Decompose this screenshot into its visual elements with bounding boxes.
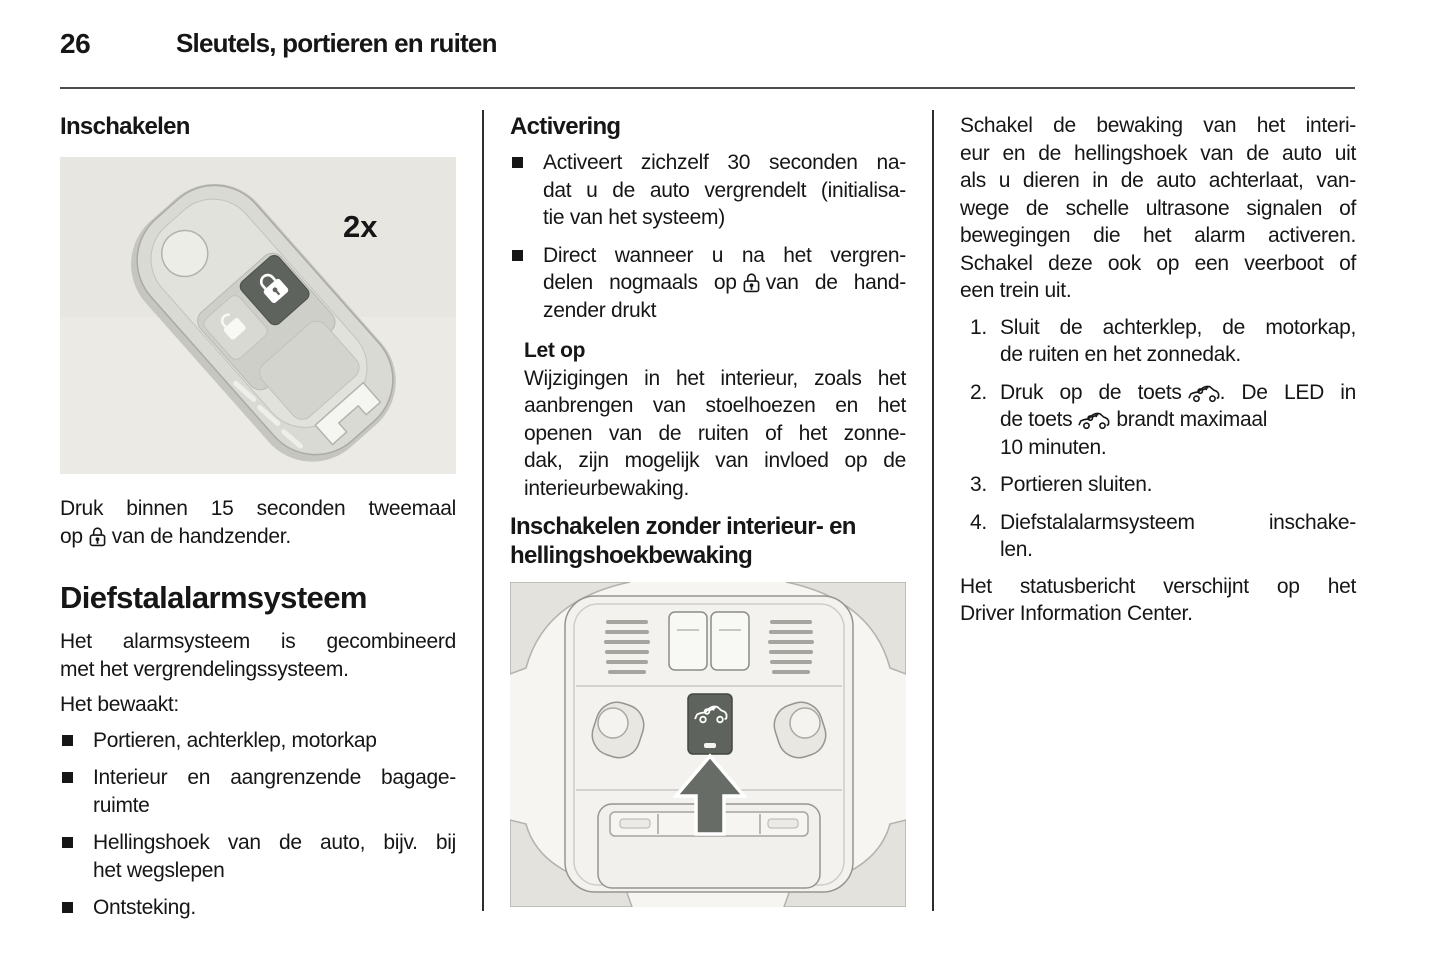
press-twice-label: 2x: [343, 209, 378, 244]
list-item: Hellingshoek van de auto, bijv. bij het wegslepen: [60, 829, 456, 884]
step-number: 1.: [970, 315, 987, 339]
column-divider-right: [932, 110, 934, 911]
step-number: 4.: [970, 510, 987, 534]
section-heading-inschakelen: Inschakelen: [60, 113, 190, 140]
list-item: Activeert zichzelf 30 seconden na- dat u de auto vergrendelt (initialisa- tie van het systeem): [510, 149, 906, 232]
chapter-title: Sleutels, portieren en ruiten: [176, 28, 497, 58]
car-alarm-icon: [1078, 411, 1110, 430]
car-alarm-icon: [1188, 384, 1220, 403]
list-item: Portieren, achterklep, motorkap: [60, 727, 456, 755]
bullet-icon: [62, 772, 73, 783]
section-heading-diefstalalarmsysteem: Diefstalalarmsysteem: [60, 580, 367, 615]
lock-icon: [743, 271, 760, 293]
paragraph-press-twice: Druk binnen 15 seconden tweemaal op van de handzender.: [60, 497, 456, 548]
paragraph-it-monitors: Het bewaakt:: [60, 693, 179, 716]
overhead-console-drawing: [510, 582, 906, 907]
bullet-icon: [62, 837, 73, 848]
column-divider-left: [482, 110, 484, 911]
paragraph-status-message: Het statusbericht verschijnt op het Driver Information Center.: [960, 574, 1356, 625]
list-item: Interieur en aangrenzende bagage- ruimte: [60, 764, 456, 819]
header-rule: [60, 87, 1355, 89]
column-2: [510, 112, 906, 907]
note-block: Let op Wijzigingen in het interieur, zoals het aanbrengen van stoelhoezen en het openen van de ruiten of het zonne- dak, zijn mogelijk van invloed op de interieurbewaking.: [524, 339, 906, 500]
section-heading-inschakelen-zonder: Inschakelen zonder interieur- en hellingshoekbewaking: [510, 513, 856, 569]
bullet-icon: [62, 902, 73, 913]
page-number: 26: [60, 28, 91, 59]
key-fob-illustration: [60, 157, 456, 474]
bullet-icon: [512, 250, 523, 261]
step-number: 2.: [970, 380, 987, 404]
overhead-console-illustration: [510, 582, 906, 907]
list-item: Ontsteking.: [60, 894, 456, 922]
column-3: [960, 112, 1356, 628]
bullet-icon: [512, 157, 523, 168]
section-heading-activering: Activering: [510, 113, 621, 140]
paragraph-disable-monitoring: Schakel de bewaking van het interi- eur en de hellingshoek van de auto uit als u dieren in de auto achterlaat, van- wege de schelle ultrasone signalen of bewegingen die het alarm activeren. Schakel deze ook op een veerboot of een trein uit.: [960, 114, 1356, 302]
numbered-step: 1. Sluit de achterklep, de motorkap, de ruiten en het zonnedak.: [970, 315, 1356, 366]
step-number: 3.: [970, 473, 987, 496]
key-fob-drawing: [60, 157, 456, 474]
numbered-step: 2. Druk op de toets . De LED in de toets brandt maximaal 10 minuten.: [970, 380, 1356, 459]
list-item: Direct wanneer u na het vergren- delen nogmaals op van de hand- zender drukt: [510, 242, 906, 325]
paragraph-alarm-combined: Het alarmsysteem is gecombineerd met het vergrendelingssysteem.: [60, 630, 456, 681]
numbered-step: 4. Diefstalalarmsysteem inschake- len.: [970, 510, 1356, 561]
column-1: [60, 112, 456, 922]
note-title: Let op: [524, 339, 586, 362]
numbered-step: 3. Portieren sluiten.: [960, 471, 1356, 499]
lock-icon: [89, 525, 106, 547]
bullet-icon: [62, 735, 73, 746]
